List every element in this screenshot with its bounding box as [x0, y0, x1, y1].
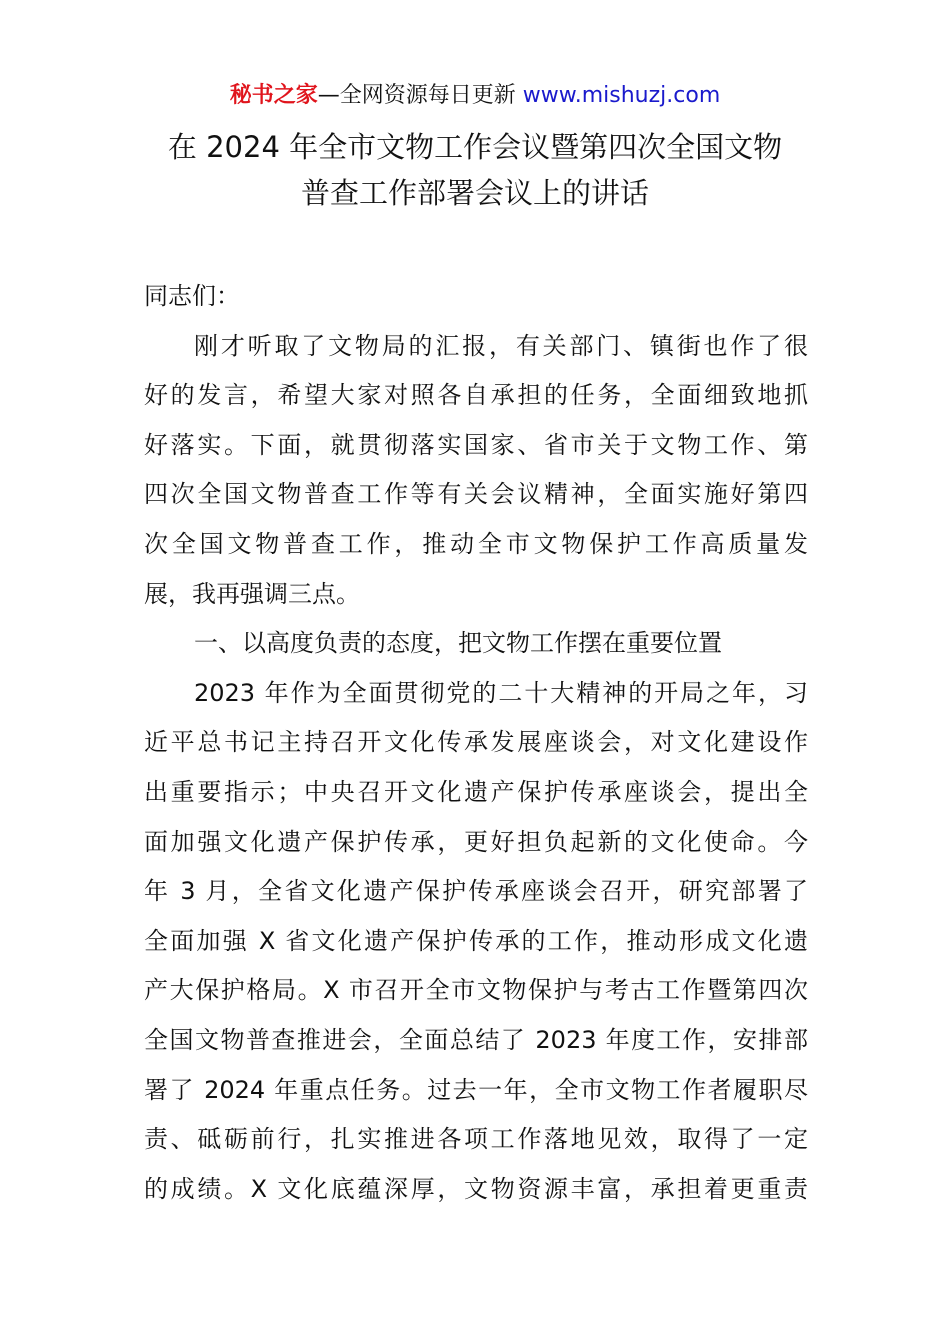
body-line: 的成绩。X 文化底蕴深厚，文物资源丰富，承担着更重责	[144, 1174, 808, 1203]
body-line: 产大保护格局。X 市召开全市文物保护与考古工作暨第四次	[144, 976, 808, 1005]
body-line: 署了 2024 年重点任务。过去一年，全市文物工作者履职尽	[144, 1075, 808, 1104]
body-line: 好落实。下面，就贯彻落实国家、省市关于文物工作、第	[144, 430, 808, 459]
body-line: 刚才听取了文物局的汇报，有关部门、镇街也作了很	[194, 331, 808, 360]
body-line: 责、砥砺前行，扎实推进各项工作落地见效，取得了一定	[144, 1125, 808, 1154]
title-line-1: 在 2024 年全市文物工作会议暨第四次全国文物	[167, 130, 783, 164]
site-tagline: —全网资源每日更新	[317, 83, 523, 108]
body-line: 次全国文物普查工作，推动全市文物保护工作高质量发	[144, 529, 808, 558]
site-header	[0, 80, 950, 112]
body-line: 四次全国文物普查工作等有关会议精神，全面实施好第四	[144, 480, 808, 509]
document-body	[144, 272, 808, 1214]
body-line: 年 3 月，全省文化遗产保护传承座谈会召开，研究部署了	[144, 877, 808, 906]
body-line: 全面加强 X 省文化遗产保护传承的工作，推动形成文化遗	[144, 926, 808, 955]
salutation: 同志们：	[144, 282, 240, 310]
title-line-2: 普查工作部署会议上的讲话	[300, 176, 649, 210]
body-line: 好的发言，希望大家对照各自承担的任务，全面细致地抓	[144, 381, 808, 410]
body-line: 出重要指示；中央召开文化遗产保护传承座谈会，提出全	[144, 777, 808, 806]
body-line: 近平总书记主持召开文化传承发展座谈会，对文化建设作	[144, 728, 808, 757]
body-line: 全国文物普查推进会，全面总结了 2023 年度工作，安排部	[144, 1025, 808, 1054]
site-url-link[interactable]: www.mishuzj.com	[522, 83, 721, 108]
section-heading: 一、以高度负责的态度，把文物工作摆在重要位置	[194, 629, 722, 658]
document-title	[80, 124, 870, 216]
body-line: 展，我再强调三点。	[144, 579, 360, 608]
site-brand: 秘书之家	[229, 83, 318, 108]
body-line: 2023 年作为全面贯彻党的二十大精神的开局之年，习	[194, 678, 808, 707]
body-line: 面加强文化遗产保护传承，更好担负起新的文化使命。今	[144, 827, 808, 856]
